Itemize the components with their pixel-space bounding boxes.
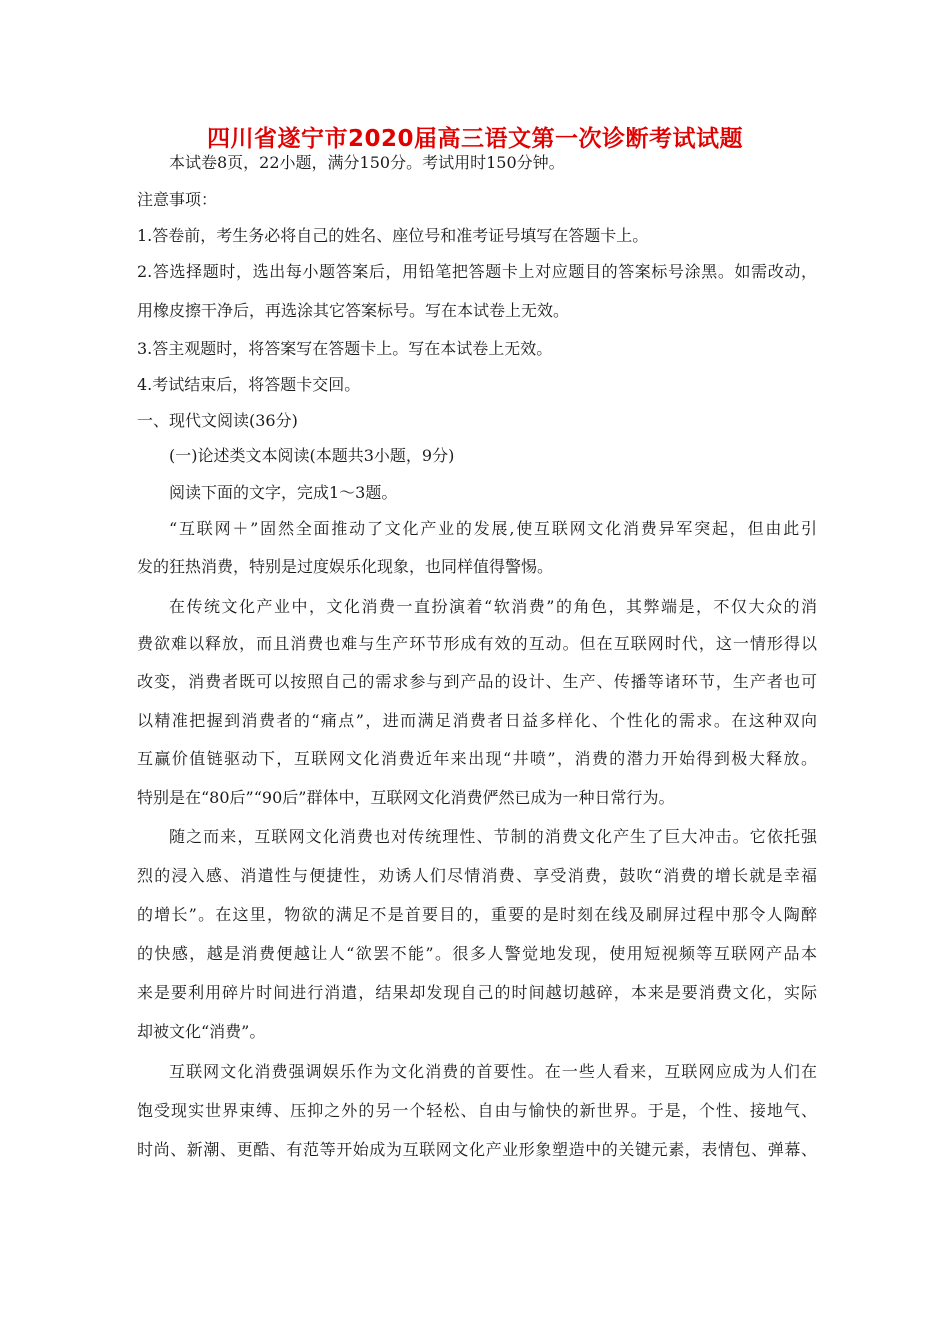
passage-line: 随之而来，互联网文化消费也对传统理性、节制的消费文化产生了巨大冲击。它依托强 bbox=[169, 827, 817, 846]
passage-line: 时尚、新潮、更酷、有范等开始成为互联网文化产业形象塑造中的关键元素，表情包、弹幕、 bbox=[137, 1140, 817, 1159]
section-heading: 一、现代文阅读(36分) bbox=[137, 411, 298, 430]
notice-item-2: 2.答选择题时，选出每小题答案后，用铅笔把答题卡上对应题目的答案标号涂黑。如需改动， bbox=[137, 262, 817, 281]
notice-item-2-cont: 用橡皮擦干净后，再选涂其它答案标号。写在本试卷上无效。 bbox=[137, 301, 570, 320]
notice-item-1: 1.答卷前，考生务必将自己的姓名、座位号和准考证号填写在答题卡上。 bbox=[137, 226, 649, 245]
passage-line: 来是要利用碎片时间进行消遣，结果却发现自己的时间越切越碎，本来是要消费文化，实际 bbox=[137, 983, 817, 1002]
exam-intro: 本试卷8页，22小题，满分150分。考试用时150分钟。 bbox=[169, 153, 565, 172]
passage-line: 互赢价值链驱动下，互联网文化消费近年来出现“井喷”，消费的潜力开始得到极大释放。 bbox=[137, 749, 817, 768]
passage-line: 以精准把握到消费者的“痛点”，进而满足消费者日益多样化、个性化的需求。在这种双向 bbox=[137, 711, 817, 730]
passage-line: 却被文化“消费”。 bbox=[137, 1022, 266, 1041]
passage-line: “互联网＋”固然全面推动了文化产业的发展,使互联网文化消费异军突起，但由此引 bbox=[169, 519, 817, 538]
notice-item-3: 3.答主观题时，将答案写在答题卡上。写在本试卷上无效。 bbox=[137, 339, 553, 358]
passage-line: 饱受现实世界束缚、压抑之外的另一个轻松、自由与愉快的新世界。于是，个性、接地气、 bbox=[137, 1101, 817, 1120]
passage-line: 烈的浸入感、消遣性与便捷性，劝诱人们尽情消费、享受消费，鼓吹“消费的增长就是幸福 bbox=[137, 866, 817, 885]
notice-heading: 注意事项： bbox=[137, 190, 218, 209]
passage-line: 互联网文化消费强调娱乐作为文化消费的首要性。在一些人看来，互联网应成为人们在 bbox=[169, 1062, 817, 1081]
passage-line: 在传统文化产业中，文化消费一直扮演着“软消费”的角色，其弊端是，不仅大众的消 bbox=[169, 597, 817, 616]
passage-line: 的快感，越是消费便越让人“欲罢不能”。很多人警觉地发现，使用短视频等互联网产品本 bbox=[137, 944, 817, 963]
passage-line: 费欲难以释放，而且消费也难与生产环节形成有效的互动。但在互联网时代，这一情形得以 bbox=[137, 634, 817, 653]
passage-line: 的增长”。在这里，物欲的满足不是首要目的，重要的是时刻在线及刷屏过程中那令人陶醉 bbox=[137, 905, 817, 924]
passage-line: 发的狂热消费，特别是过度娱乐化现象，也同样值得警惕。 bbox=[137, 557, 554, 576]
subsection-heading: (一)论述类文本阅读(本题共3小题，9分) bbox=[169, 446, 455, 465]
reading-instruction: 阅读下面的文字，完成1～3题。 bbox=[169, 483, 398, 502]
passage-line: 特别是在“80后”“90后”群体中，互联网文化消费俨然已成为一种日常行为。 bbox=[137, 788, 675, 807]
notice-item-4: 4.考试结束后，将答题卡交回。 bbox=[137, 375, 361, 394]
passage-line: 改变，消费者既可以按照自己的需求参与到产品的设计、生产、传播等诸环节，生产者也可 bbox=[137, 672, 817, 691]
document-title: 四川省遂宁市2020届高三语文第一次诊断考试试题 bbox=[206, 126, 743, 152]
